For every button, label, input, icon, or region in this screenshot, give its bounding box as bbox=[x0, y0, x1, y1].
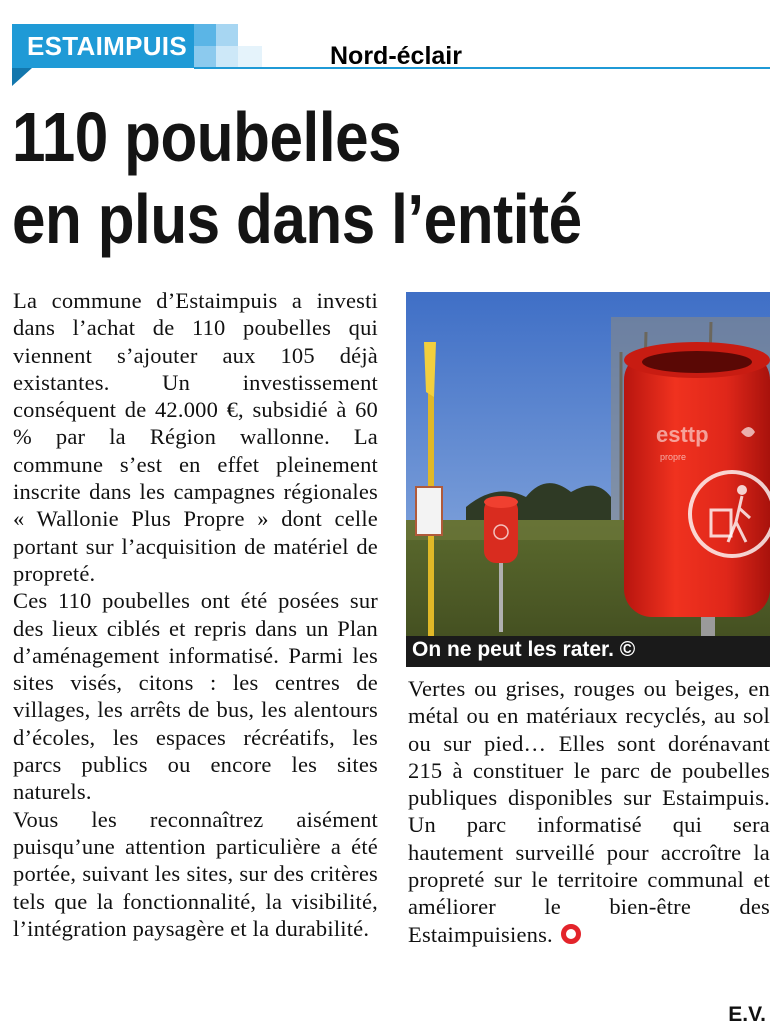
trash-bins-photo bbox=[406, 292, 770, 667]
header-rule bbox=[194, 67, 770, 69]
section-tag-notch bbox=[12, 68, 32, 86]
section-tag-label: ESTAIMPUIS bbox=[27, 31, 187, 61]
article-paragraph-text: Vertes ou grises, rouges ou beiges, en métal ou en matériaux recyclés, au sol ou sur pied… Elles sont dorénavant 215 à constituer le parc de poubelles publiques disponibles sur Estaimpuis. Un parc informatisé qui sera hautement surveillé pour accroître la propreté sur le territoire communal et améliorer le bien-être des Estaimpuisiens. bbox=[408, 676, 770, 947]
article-paragraph: La commune d’Estaimpuis a investi dans l’achat de 110 poubelles qui viennent s’ajouter aux 105 déjà existantes. Un investissement conséquent de 42.000 €, subsidié à 60 % par la Région wallonne. La commune s’est en effet pleinement inscrite dans les campagnes régionales « Wallonie Plus Propre » dont celle portant sur l’acquisition de matériel de propreté. bbox=[13, 288, 378, 586]
decor-square bbox=[216, 46, 238, 68]
decor-square bbox=[194, 46, 216, 68]
bin-label-bottom: propre bbox=[660, 452, 687, 462]
headline-line-2: en plus dans l’entité bbox=[12, 180, 582, 258]
headline bbox=[12, 96, 666, 260]
article-paragraph-closing bbox=[408, 675, 770, 948]
article-column-right bbox=[408, 675, 770, 948]
photo-caption: On ne peut les rater. © bbox=[412, 638, 636, 661]
bin-label-top: esttp bbox=[656, 422, 709, 447]
decor-square bbox=[238, 46, 262, 68]
end-of-article-icon bbox=[561, 924, 581, 944]
decor-square bbox=[194, 24, 216, 46]
article-photo bbox=[406, 292, 770, 667]
decor-square bbox=[216, 24, 238, 46]
headline-line-1: 110 poubelles bbox=[12, 98, 402, 176]
article-paragraph: Ces 110 poubelles ont été posées sur des lieux ciblés et repris dans un Plan d’aménagement informatisé. Parmi les sites visés, citons : les centres de villages, les arrêts de bus, les alentours d’écoles, les espaces récréatifs, les parcs publics ou encore les sites naturels. bbox=[13, 588, 378, 805]
author-initials: E.V. bbox=[728, 1003, 766, 1026]
newspaper-name: Nord-éclair bbox=[330, 42, 462, 70]
article-column-left bbox=[13, 287, 378, 942]
article-paragraph: Vous les reconnaîtrez aisément puisqu’une attention particulière a été portée, suivant les sites, sur des critères tels que la fonctionnalité, la visibilité, l’intégration paysagère et la durabilité. bbox=[13, 806, 378, 941]
